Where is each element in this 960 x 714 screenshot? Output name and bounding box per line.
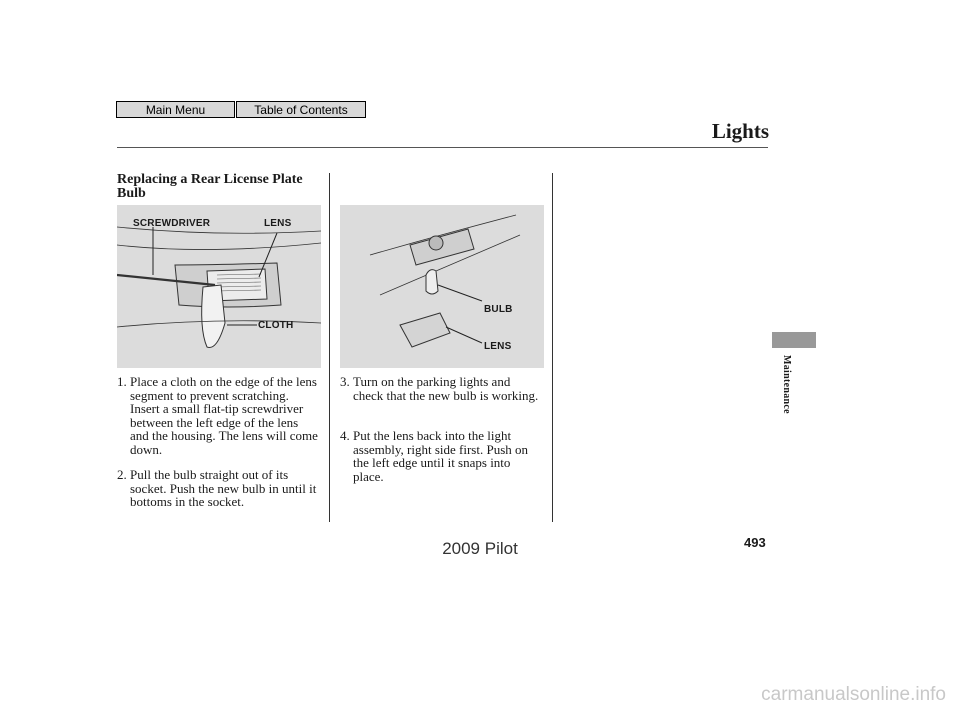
step-1 — [117, 375, 322, 455]
step-text: Place a cloth on the edge of the lens segment to prevent scratching. Insert a small flat-tip screwdriver between the left edge of the lens and the housing. The lens will come down. — [130, 374, 318, 457]
callout-lens-left: LENS — [264, 218, 292, 229]
step-number: 1. — [117, 374, 127, 389]
callout-cloth: CLOTH — [258, 320, 294, 331]
figure-lens-removal — [117, 205, 321, 368]
step-number: 3. — [340, 374, 350, 389]
chapter-tab — [772, 332, 816, 348]
callout-bulb: BULB — [484, 304, 513, 315]
step-text: Pull the bulb straight out of its socket. Push the new bulb in until it bottoms in the socket. — [130, 467, 317, 509]
bulb-replacement-drawing — [340, 205, 544, 368]
callout-lens-right: LENS — [484, 341, 512, 352]
chapter-label: Maintenance — [781, 355, 792, 414]
model-name: 2009 Pilot — [442, 539, 518, 558]
page-number: 493 — [744, 535, 766, 550]
callout-screwdriver: SCREWDRIVER — [133, 218, 211, 229]
step-2 — [117, 468, 322, 513]
procedure-heading: Replacing a Rear License Plate Bulb — [117, 172, 303, 201]
column-divider-2 — [552, 173, 553, 522]
watermark: carmanualsonline.info — [761, 684, 946, 705]
lens-removal-drawing — [117, 205, 321, 368]
step-text: Put the lens back into the light assembly, right side first. Push on the left edge until it snaps into place. — [353, 428, 529, 484]
step-number: 2. — [117, 467, 127, 482]
figure-bulb-replacement — [340, 205, 544, 368]
step-3 — [340, 375, 545, 417]
step-text: Turn on the parking lights and check that the new bulb is working. — [353, 374, 539, 403]
section-title: Lights — [711, 119, 769, 143]
table-of-contents-button[interactable]: Table of Contents — [236, 101, 366, 118]
title-divider — [117, 147, 768, 148]
step-number: 4. — [340, 428, 350, 443]
column-divider-1 — [329, 173, 330, 522]
main-menu-button[interactable]: Main Menu — [116, 101, 235, 118]
step-4 — [340, 429, 545, 485]
